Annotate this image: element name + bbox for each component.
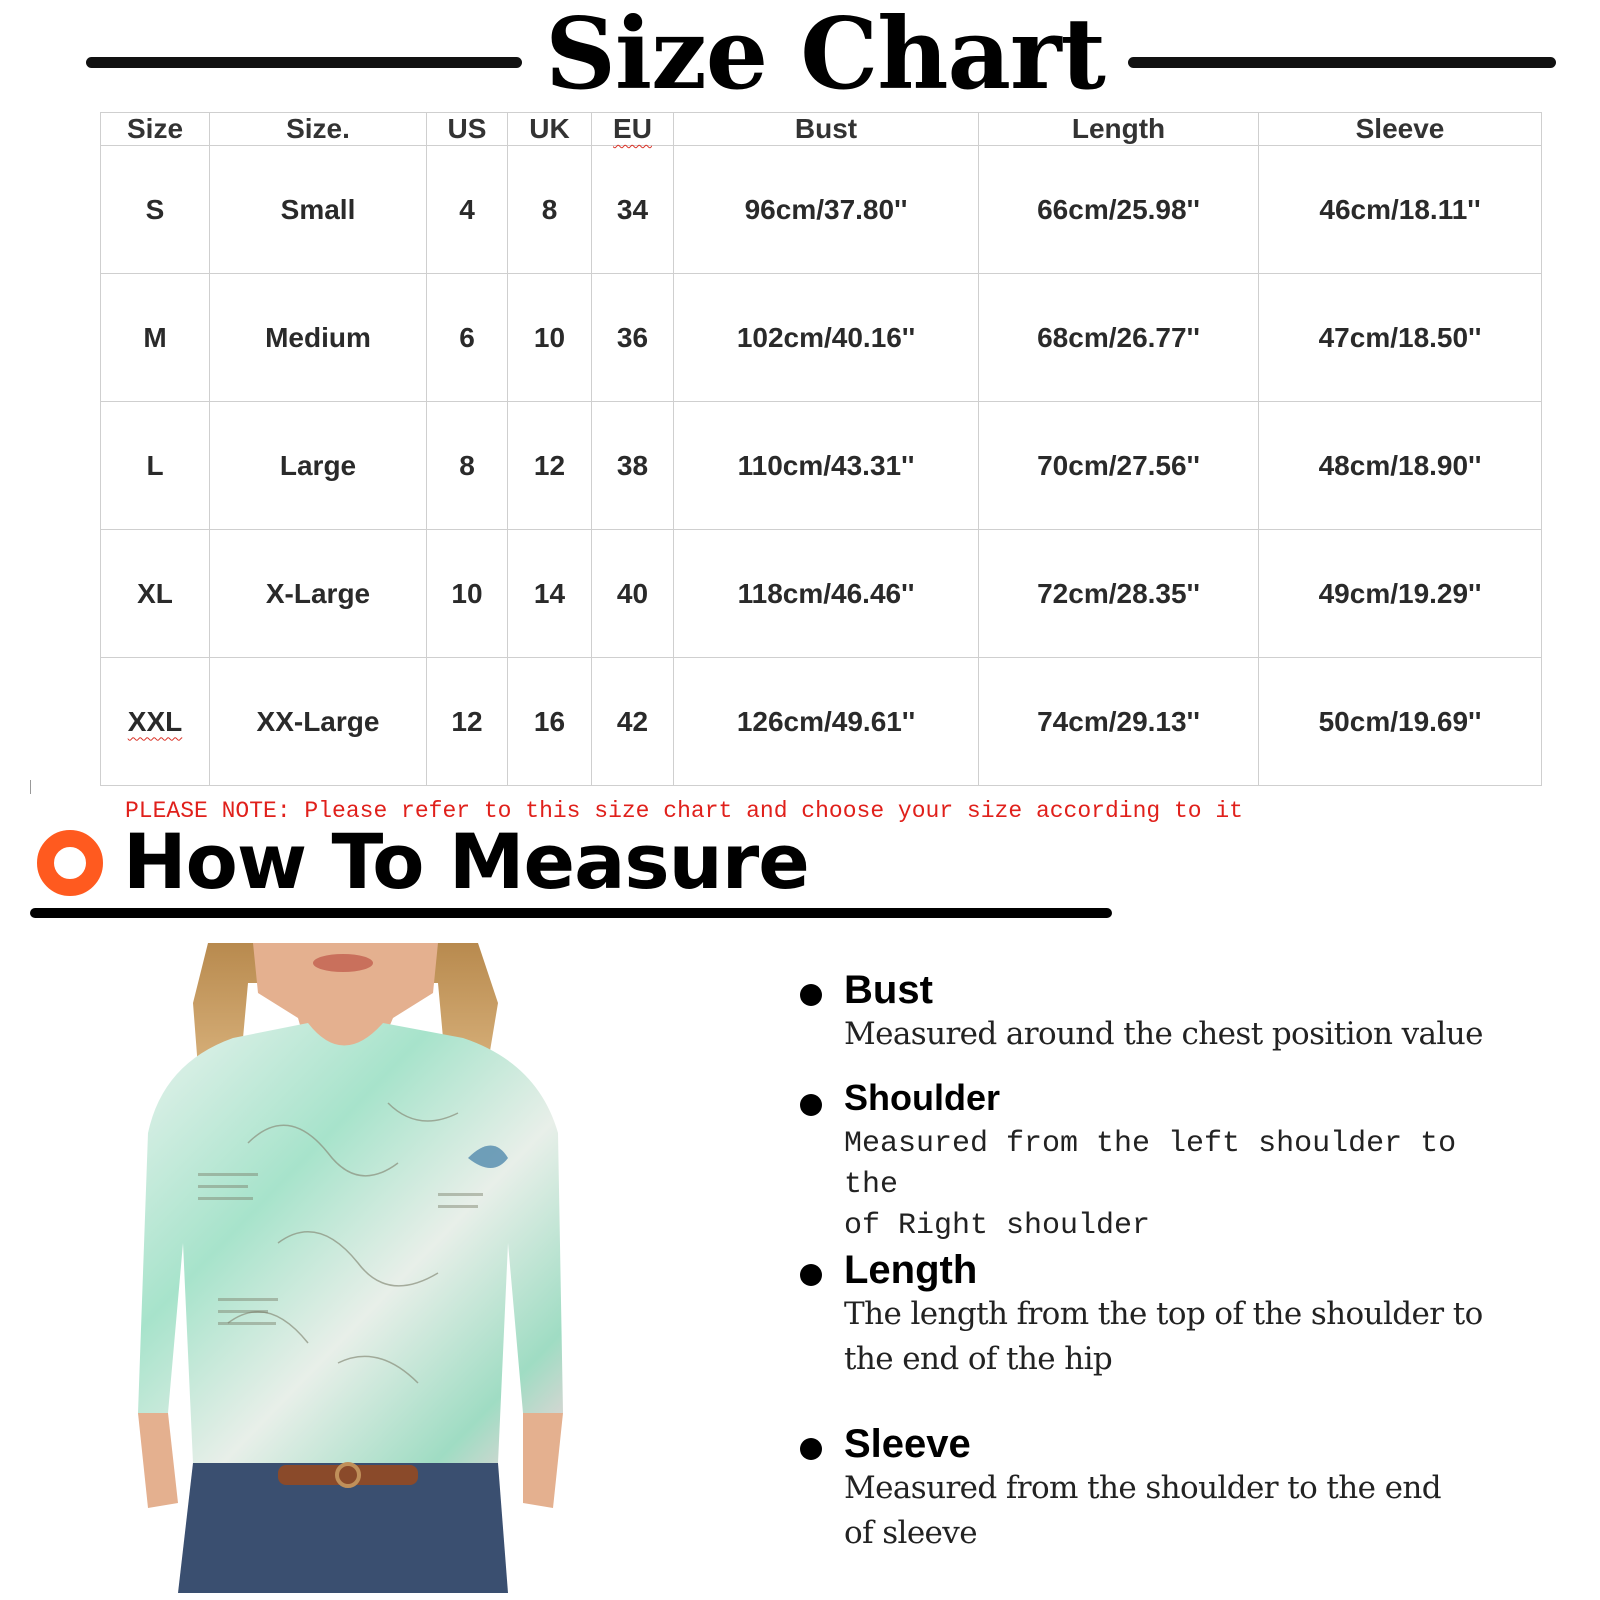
cell-size: M (101, 274, 210, 402)
title-rule-left (86, 57, 522, 68)
cell-us: 8 (427, 402, 508, 530)
measure-desc (844, 1466, 1484, 1556)
section-title: How To Measure (123, 817, 809, 906)
cell-us: 12 (427, 658, 508, 786)
model-shirt-illustration (138, 943, 588, 1593)
cell-uk: 16 (508, 658, 592, 786)
measure-desc (844, 1124, 1484, 1247)
bullet-dot-icon (800, 984, 822, 1006)
cell-length: 72cm/28.35'' (979, 530, 1259, 658)
cell-length: 70cm/27.56'' (979, 402, 1259, 530)
header-sleeve: Sleeve (1259, 113, 1542, 146)
cell-size (101, 658, 210, 786)
measure-desc (844, 1012, 1484, 1057)
table-row (101, 274, 1542, 402)
header-uk: UK (508, 113, 592, 146)
cell-length: 66cm/25.98'' (979, 146, 1259, 274)
cell-size-name: X-Large (210, 530, 427, 658)
cell-eu: 38 (592, 402, 674, 530)
cell-sleeve: 50cm/19.69'' (1259, 658, 1542, 786)
measure-desc-line: Measured around the chest position value (844, 1016, 1483, 1052)
cell-size: XL (101, 530, 210, 658)
header-bust: Bust (674, 113, 979, 146)
cell-size-label: XXL (127, 705, 183, 737)
cell-size: S (101, 146, 210, 274)
cell-eu: 34 (592, 146, 674, 274)
measure-name: Bust (844, 968, 933, 1012)
table-row (101, 658, 1542, 786)
cell-size: L (101, 402, 210, 530)
cell-eu: 40 (592, 530, 674, 658)
measure-desc-line: Measured from the left shoulder to the (844, 1127, 1457, 1202)
measure-name: Sleeve (844, 1422, 971, 1466)
cell-us: 10 (427, 530, 508, 658)
cell-sleeve: 49cm/19.29'' (1259, 530, 1542, 658)
cell-sleeve: 48cm/18.90'' (1259, 402, 1542, 530)
ring-icon (37, 830, 103, 896)
cell-uk: 10 (508, 274, 592, 402)
measure-name: Length (844, 1248, 978, 1292)
cell-sleeve: 47cm/18.50'' (1259, 274, 1542, 402)
section-rule (30, 908, 1112, 918)
cell-bust: 102cm/40.16'' (674, 274, 979, 402)
cell-eu: 42 (592, 658, 674, 786)
measure-desc-line: of Right shoulder (844, 1209, 1151, 1243)
bullet-dot-icon (800, 1094, 822, 1116)
cell-bust: 126cm/49.61'' (674, 658, 979, 786)
measure-desc-line: the end of the hip (844, 1341, 1113, 1377)
cell-bust: 118cm/46.46'' (674, 530, 979, 658)
measure-name: Shoulder (844, 1077, 1001, 1118)
cell-length: 74cm/29.13'' (979, 658, 1259, 786)
measure-desc (844, 1292, 1484, 1382)
size-note: PLEASE NOTE: Please refer to this size chart and choose your size according to it (125, 798, 1243, 824)
measure-desc-line: Measured from the shoulder to the end (844, 1470, 1441, 1506)
cell-eu: 36 (592, 274, 674, 402)
bullet-dot-icon (800, 1264, 822, 1286)
table-row (101, 402, 1542, 530)
cell-uk: 8 (508, 146, 592, 274)
header-us: US (427, 113, 508, 146)
cell-uk: 12 (508, 402, 592, 530)
header-eu (592, 113, 674, 146)
measure-desc-line: of sleeve (844, 1515, 977, 1551)
cell-size-name: Medium (210, 274, 427, 402)
stray-tick-mark (30, 780, 31, 794)
table-header-row (101, 113, 1542, 146)
cell-length: 68cm/26.77'' (979, 274, 1259, 402)
header-length: Length (979, 113, 1259, 146)
header-size: Size (101, 113, 210, 146)
cell-bust: 96cm/37.80'' (674, 146, 979, 274)
table-row (101, 146, 1542, 274)
cell-size-name: Large (210, 402, 427, 530)
cell-bust: 110cm/43.31'' (674, 402, 979, 530)
size-table (100, 112, 1542, 786)
cell-size-name: XX-Large (210, 658, 427, 786)
cell-us: 6 (427, 274, 508, 402)
cell-sleeve: 46cm/18.11'' (1259, 146, 1542, 274)
header-size-name: Size. (210, 113, 427, 146)
page-title: Size Chart (545, 0, 1105, 112)
table-row (101, 530, 1542, 658)
cell-uk: 14 (508, 530, 592, 658)
cell-us: 4 (427, 146, 508, 274)
bullet-dot-icon (800, 1438, 822, 1460)
cell-size-name: Small (210, 146, 427, 274)
header-eu-label: EU (613, 113, 652, 144)
title-rule-right (1128, 57, 1556, 68)
measure-desc-line: The length from the top of the shoulder to (844, 1296, 1483, 1332)
